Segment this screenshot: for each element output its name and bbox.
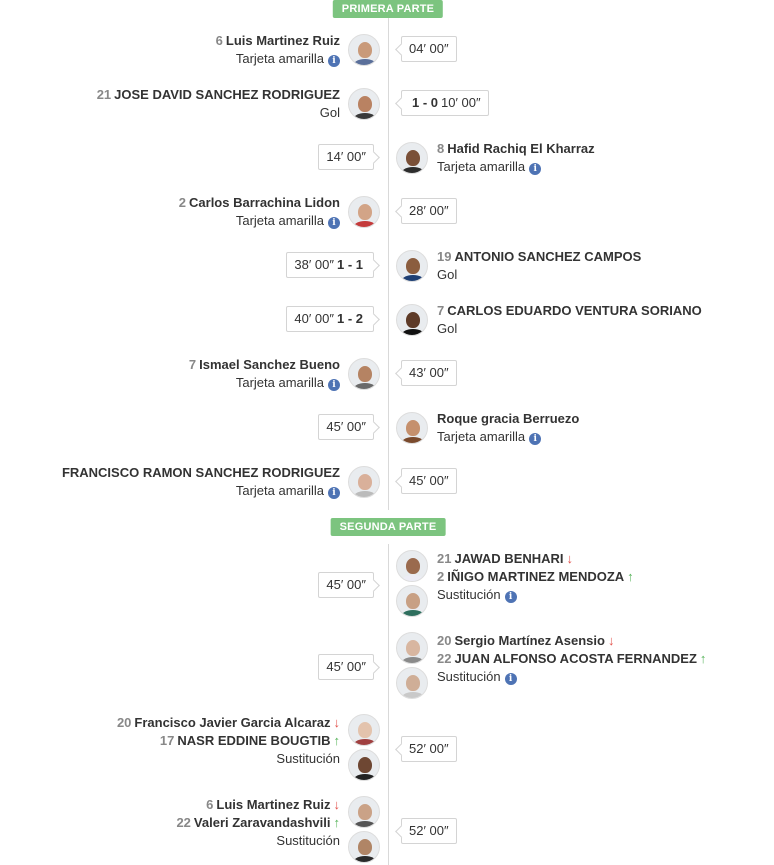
avatar-face	[406, 312, 420, 328]
avatar-face	[358, 42, 372, 58]
event-time-box	[318, 572, 374, 598]
player-name[interactable]: ANTONIO SANCHEZ CAMPOS	[454, 249, 642, 264]
event-type-line	[437, 266, 641, 284]
player-line	[437, 410, 579, 428]
arrow-up-icon: ↑	[627, 569, 634, 584]
avatar-body	[353, 491, 377, 498]
event-type-line	[437, 586, 634, 604]
event-info	[437, 248, 641, 284]
avatar-body	[401, 437, 425, 444]
avatar-face	[358, 722, 372, 738]
event-time-box	[286, 306, 374, 332]
event-info	[97, 86, 340, 122]
event-type-label: Tarjeta amarilla	[437, 429, 526, 444]
avatar-face	[358, 839, 372, 855]
event-type-label: Tarjeta amarilla	[235, 375, 324, 390]
player-name[interactable]: JUAN ALFONSO ACOSTA FERNANDEZ	[454, 651, 697, 666]
timeline-axis-line	[388, 18, 389, 510]
player-avatar[interactable]	[348, 796, 380, 828]
event-score: 1 - 0	[412, 95, 439, 110]
event-time: 45′ 00″	[409, 473, 449, 488]
event-type-line	[437, 158, 595, 176]
avatar-face	[406, 150, 420, 166]
player-name[interactable]: CARLOS EDUARDO VENTURA SORIANO	[447, 303, 702, 318]
player-avatar[interactable]	[348, 714, 380, 746]
info-icon[interactable]: i	[328, 217, 340, 229]
event-type-line	[437, 320, 702, 338]
player-number: 20	[116, 715, 132, 730]
player-number: 22	[437, 651, 452, 666]
player-avatar[interactable]	[348, 196, 380, 228]
player-number: 22	[176, 815, 191, 830]
player-line	[189, 356, 340, 374]
arrow-down-icon: ↓	[333, 715, 340, 730]
avatar-body	[353, 59, 377, 66]
player-line	[176, 796, 340, 814]
info-icon[interactable]: i	[505, 673, 517, 685]
player-name[interactable]: IÑIGO MARTINEZ MENDOZA	[447, 569, 625, 584]
player-avatar[interactable]	[396, 585, 428, 617]
event-type-label: Sustitución	[437, 587, 501, 602]
player-number: 21	[437, 551, 452, 566]
arrow-up-icon: ↑	[333, 733, 340, 748]
player-line	[437, 550, 634, 568]
event-info	[216, 32, 340, 68]
event-type-line	[117, 750, 340, 768]
avatar-body	[401, 692, 425, 699]
period-badge: SEGUNDA PARTE	[331, 518, 446, 536]
player-line	[117, 714, 340, 732]
player-name[interactable]: JAWAD BENHARI	[454, 551, 564, 566]
event-time-box	[286, 252, 374, 278]
player-name[interactable]: Ismael Sanchez Bueno	[199, 357, 340, 372]
event-info	[437, 410, 579, 446]
avatar-face	[406, 558, 420, 574]
event-time-box	[318, 414, 374, 440]
player-avatar[interactable]	[348, 34, 380, 66]
info-icon[interactable]: i	[529, 433, 541, 445]
player-avatar[interactable]	[348, 358, 380, 390]
event-info	[176, 796, 340, 850]
event-score: 1 - 2	[336, 311, 363, 326]
event-type-line	[437, 668, 706, 686]
player-number: 6	[215, 33, 223, 48]
player-number: 19	[437, 249, 452, 264]
event-type-line	[189, 374, 340, 392]
player-avatar[interactable]	[348, 466, 380, 498]
player-name[interactable]: NASR EDDINE BOUGTIB	[177, 733, 331, 748]
info-icon[interactable]: i	[328, 55, 340, 67]
player-number: 21	[96, 87, 112, 102]
player-name[interactable]: FRANCISCO RAMON SANCHEZ RODRIGUEZ	[61, 465, 340, 480]
player-line	[97, 86, 340, 104]
player-avatar[interactable]	[396, 142, 428, 174]
player-number: 8	[437, 141, 445, 156]
event-type-label: Gol	[437, 267, 458, 282]
avatar-body	[353, 113, 377, 120]
player-avatar[interactable]	[348, 831, 380, 863]
event-time: 10′ 00″	[441, 95, 481, 110]
player-name[interactable]: JOSE DAVID SANCHEZ RODRIGUEZ	[114, 87, 340, 102]
player-name[interactable]: Luis Martinez Ruiz	[225, 33, 340, 48]
player-avatar[interactable]	[396, 632, 428, 664]
arrow-down-icon: ↓	[607, 633, 615, 648]
event-type-label: Tarjeta amarilla	[437, 159, 526, 174]
event-time: 40′ 00″	[294, 311, 334, 326]
avatar-face	[406, 640, 420, 656]
avatar-face	[358, 474, 372, 490]
avatar-face	[406, 258, 420, 274]
avatar-body	[353, 821, 377, 828]
avatar-face	[406, 420, 420, 436]
event-type-line	[179, 212, 340, 230]
avatar-body	[401, 610, 425, 617]
event-info	[437, 632, 706, 686]
event-time-box	[401, 360, 457, 386]
avatar-face	[358, 804, 372, 820]
player-line	[437, 568, 634, 586]
player-line	[176, 814, 340, 832]
event-time: 28′ 00″	[409, 203, 449, 218]
player-avatar[interactable]	[396, 550, 428, 582]
event-time: 43′ 00″	[409, 365, 449, 380]
player-name[interactable]: Luis Martinez Ruiz	[216, 797, 331, 812]
event-time: 04′ 00″	[409, 41, 449, 56]
event-time-box	[401, 198, 457, 224]
player-name[interactable]: Valeri Zaravandashvili	[193, 815, 331, 830]
player-number: 7	[188, 357, 197, 372]
avatar-body	[353, 739, 377, 746]
event-time-box	[401, 818, 457, 844]
player-number: 2	[178, 195, 187, 210]
avatar-face	[358, 204, 372, 220]
event-type-line	[437, 428, 579, 446]
avatar-face	[406, 593, 420, 609]
avatar-face	[358, 757, 372, 773]
event-type-label: Tarjeta amarilla	[235, 483, 324, 498]
event-time: 45′ 00″	[326, 419, 366, 434]
player-line	[437, 140, 595, 158]
event-time-box	[318, 144, 374, 170]
player-line	[62, 464, 340, 482]
event-time-box	[401, 736, 457, 762]
info-icon[interactable]: i	[328, 487, 340, 499]
period-badge: PRIMERA PARTE	[333, 0, 443, 18]
player-name[interactable]: Hafid Rachiq El Kharraz	[447, 141, 595, 156]
event-info	[437, 550, 634, 604]
event-type-label: Tarjeta amarilla	[235, 51, 324, 66]
player-name[interactable]: Francisco Javier Garcia Alcaraz	[134, 715, 331, 730]
event-info	[117, 714, 340, 768]
avatar-body	[401, 329, 425, 336]
avatar-body	[353, 774, 377, 781]
player-name[interactable]: Roque gracia Berruezo	[437, 411, 580, 426]
event-time: 38′ 00″	[294, 257, 334, 272]
avatar-face	[358, 366, 372, 382]
player-number: 20	[437, 633, 452, 648]
timeline-axis-line	[388, 544, 389, 865]
player-line	[179, 194, 340, 212]
event-info	[62, 464, 340, 500]
event-time-box	[401, 36, 457, 62]
event-time-box	[401, 468, 457, 494]
event-type-label: Sustitución	[437, 669, 501, 684]
player-line	[216, 32, 340, 50]
player-number: 2	[437, 569, 445, 584]
event-type-line	[216, 50, 340, 68]
event-type-line	[176, 832, 340, 850]
arrow-up-icon: ↑	[333, 815, 340, 830]
avatar-body	[401, 575, 425, 582]
avatar-body	[353, 856, 377, 863]
event-info	[179, 194, 340, 230]
event-time-box	[318, 654, 374, 680]
event-time-box	[401, 90, 489, 116]
avatar-body	[353, 221, 377, 228]
player-line	[437, 632, 706, 650]
player-line	[117, 732, 340, 750]
event-score: 1 - 1	[336, 257, 363, 272]
event-type-line	[97, 104, 340, 122]
event-time: 52′ 00″	[409, 823, 449, 838]
event-info	[437, 140, 595, 176]
arrow-up-icon: ↑	[699, 651, 707, 666]
player-number: 17	[159, 733, 175, 748]
event-time: 14′ 00″	[326, 149, 366, 164]
avatar-body	[401, 275, 425, 282]
info-icon[interactable]: i	[328, 379, 340, 391]
event-time: 52′ 00″	[409, 741, 449, 756]
event-type-label: Tarjeta amarilla	[235, 213, 324, 228]
avatar-face	[406, 675, 420, 691]
player-line	[437, 650, 706, 668]
player-number: 6	[206, 797, 214, 812]
player-avatar[interactable]	[348, 88, 380, 120]
player-avatar[interactable]	[396, 250, 428, 282]
player-avatar[interactable]	[348, 749, 380, 781]
event-type-label: Gol	[437, 321, 458, 336]
info-icon[interactable]: i	[505, 591, 517, 603]
player-line	[437, 248, 641, 266]
player-avatar[interactable]	[396, 304, 428, 336]
event-info	[437, 302, 702, 338]
info-icon[interactable]: i	[529, 163, 541, 175]
avatar-body	[401, 167, 425, 174]
event-time: 45′ 00″	[326, 577, 366, 592]
event-type-label: Sustitución	[276, 751, 340, 766]
event-type-label: Gol	[319, 105, 340, 120]
player-avatar[interactable]	[396, 412, 428, 444]
avatar-face	[358, 96, 372, 112]
avatar-body	[353, 383, 377, 390]
event-time: 45′ 00″	[326, 659, 366, 674]
arrow-down-icon: ↓	[333, 797, 340, 812]
event-info	[189, 356, 340, 392]
player-line	[437, 302, 702, 320]
avatar-body	[401, 657, 425, 664]
player-avatar[interactable]	[396, 667, 428, 699]
player-number: 7	[437, 303, 445, 318]
arrow-down-icon: ↓	[566, 551, 574, 566]
player-name[interactable]: Carlos Barrachina Lidon	[189, 195, 340, 210]
event-type-line	[62, 482, 340, 500]
player-name[interactable]: Sergio Martínez Asensio	[454, 633, 605, 648]
event-type-label: Sustitución	[276, 833, 340, 848]
